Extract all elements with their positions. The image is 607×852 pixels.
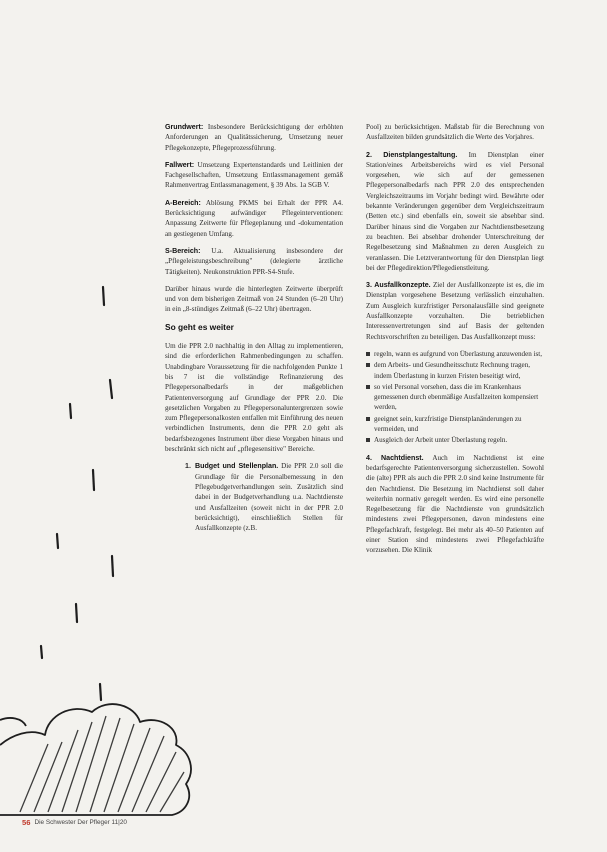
paragraph-text: Umsetzung Expertenstandards und Leitlinien der Fachgesellschaften, Umsetzung Entlassmanagement gemäß Rahmenvertrag Entlassmanagement, § 39 Abs. 1a SGB V. <box>165 160 343 190</box>
lead-term: Nachtdienst. <box>381 453 424 462</box>
list-number: 1. <box>185 462 191 471</box>
right-column <box>366 122 544 563</box>
bullet-item: Ausgleich der Arbeit unter Überlastung regeln. <box>366 435 544 445</box>
bullet-list <box>366 349 544 446</box>
lead-term: Fallwert: <box>165 160 195 169</box>
paragraph-text: Insbesondere Berücksichtigung der erhöhten Anforderungen an Qualitätssicherung, Umsetzung neuer Pflegekonzepte, Pflegeprozessführung. <box>165 123 343 152</box>
list-item-text: Die PPR 2.0 soll die Grundlage für die Personalbemessung in den Pflegebudgetverhandlungen sein. Zusätzlich sind dabei in der Budgetverhandlung u.a. Nachtdienste und Ausfallzeiten (soweit nicht in der PPR 2.0 berücksichtigt), einschließlich Stellen für Ausfallkonzepte (z.B. <box>195 462 343 533</box>
paragraph-s-bereich <box>165 246 343 277</box>
bullet-item: regeln, wann es aufgrund von Überlastung anzuwenden ist, <box>366 349 544 359</box>
list-number: 2. <box>366 150 372 159</box>
lead-term: S-Bereich: <box>165 246 201 255</box>
list-item-text: Ziel der Ausfallkonzepte ist es, die im Dienstplan vorgesehene Besetzung verlässlich einzuhalten. Zum Ausgleich kurzfristiger Personalausfälle sind geeignete Ausfallkonzepte vorzuhalten. Die betrieblichen Interessenvertretungen sind auf Basis der geltenden Rechtsvorschriften zu beteiligen. Das Ausfallkonzept muss: <box>366 281 544 341</box>
lead-term: Dienstplangestaltung. <box>383 150 458 159</box>
paragraph-text: Darüber hinaus wurde die hinterlegten Zeitwerte überprüft und von dem bisherigen Zeitmaß von 24 Stunden (6–20 Uhr) in ein „8-stündiges Zeitmaß (6–22 Uhr) übertragen. <box>165 284 343 314</box>
paragraph-fallwert <box>165 160 343 191</box>
lead-term: Ausfallkonzepte. <box>374 281 431 290</box>
list-number: 4. <box>366 453 372 462</box>
numbered-section-3 <box>366 280 544 342</box>
section-heading: So geht es weiter <box>165 321 234 332</box>
lead-term: Budget und Stellenplan. <box>195 462 279 471</box>
list-item-text: Im Dienstplan einer Station/eines Arbeitsbereichs wird es viel Personal vorgesehen, wie sich auf der gemessenen Pflegepersonalbedarfs nach PPR 2.0 des entsprechenden Vergleichszeitraums im Vorjahr bedingt wird. Bewährte oder bekannte Veränderungen gegenüber dem Vergleichszeitraum (Betten etc.) sind ebenfalls ein, soweit sie absehbar sind. Darüber hinaus sind die Vorgaben zur Nachtdienstbesetzung zu beachten. Bei absehbar drohender Unterschreitung der Regelbesetzung sind Maßnahmen zu deren Ausgleich zu veranlassen. Die Letztverantwortung für den Dienstplan liegt bei der Pflegedirektion/Pflegedienstleitung. <box>366 150 544 272</box>
paragraph-intro: Pool) zu berücksichtigen. Maßstab für die Berechnung von Ausfallzeiten bilden grundsätzlich die Werte des Vorjahres. <box>366 123 544 142</box>
list-item-text: Auch im Nachtdienst ist eine bedarfsgerechte Patientenversorgung sicherzustellen. Sowohl die (alte) PPR als auch die PPR 2.0 sind keine Instrumente für den Nachtdienst. Die Besetzung im Nachtdienst soll daher weiterhin normativ geregelt werden. Es wird eine personelle Regelbesetzung für die Nachtdienste von grundsätzlich mindestens zwei Pflegepersonen, davon mindestens eine Pflegefachkraft, festgelegt. Bei mehr als 40–50 Patienten auf einer Station sind mindestens zwei Pflegefachkräfte vorzusehen. Die Klinik <box>366 453 544 555</box>
publication-name: Die Schwester Der Pfleger 11|20 <box>34 819 127 826</box>
lead-term: Grundwert: <box>165 123 204 131</box>
paragraph-a-bereich <box>165 198 343 239</box>
paragraph-zeitwerte <box>165 284 343 315</box>
numbered-section-2 <box>366 150 544 274</box>
numbered-list <box>185 461 343 533</box>
page-footer <box>22 818 127 827</box>
lead-term: A-Bereich: <box>165 198 201 207</box>
paragraph-text: Ablösung PKMS bei Erhalt der PPR A4. Berücksichtigung aufwändiger Pflegeinterventionen: Anpassung Zeitwerte für Pflegeplanung und -dokumentation an gestiegenen Umfang. <box>165 198 344 238</box>
paragraph-body: Um die PPR 2.0 nachhaltig in den Alltag zu implementieren, sind die erforderlichen Rahmenbedingungen zu schaffen. Unabdingbare Voraussetzung für die nachfolgenden Punkte 1 bis 7 ist die vollständige Refinanzierung des Pflegepersonalbedarfs in der maßgeblichen Patientenversorgung auf Grundlage der PPR 2.0. Die gesetzlichen Vorgaben zu Pflegepersonaluntergrenzen sowie zum Pflegepersonalkosten entfallen mit Einführung des neuen verbindlichen Instruments, denn die PPR 2.0 geht als bedarfsbezogenes Instrument über diese Vorgaben hinaus und beschränkt sich nicht auf „pflegesensitive" Bereiche. <box>165 342 343 454</box>
bullet-item: dem Arbeits- und Gesundheitsschutz Rechnung tragen, indem Überlastung in kurzen Fristen beseitigt wird, <box>366 360 544 381</box>
numbered-section-4 <box>366 453 544 556</box>
left-column <box>165 122 343 533</box>
paragraph-grundwert <box>165 122 343 153</box>
list-number: 3. <box>366 281 372 290</box>
page-number: 56 <box>22 818 31 827</box>
list-item <box>185 461 343 533</box>
paragraph-text: U.a. Aktualisierung insbesondere der „Pflegeleistungsbeschreibung" (delegierte ärztliche Tätigkeiten). Neukonstruktion PPR-S4-Stufe. <box>165 246 344 276</box>
bullet-item: so viel Personal vorsehen, dass die im Krankenhaus gemessenen durch ebenmäßige Ausfallzeiten kompensiert werden, <box>366 382 544 413</box>
bullet-item: geeignet sein, kurzfristige Dienstplanänderungen zu vermeiden, und <box>366 414 544 435</box>
